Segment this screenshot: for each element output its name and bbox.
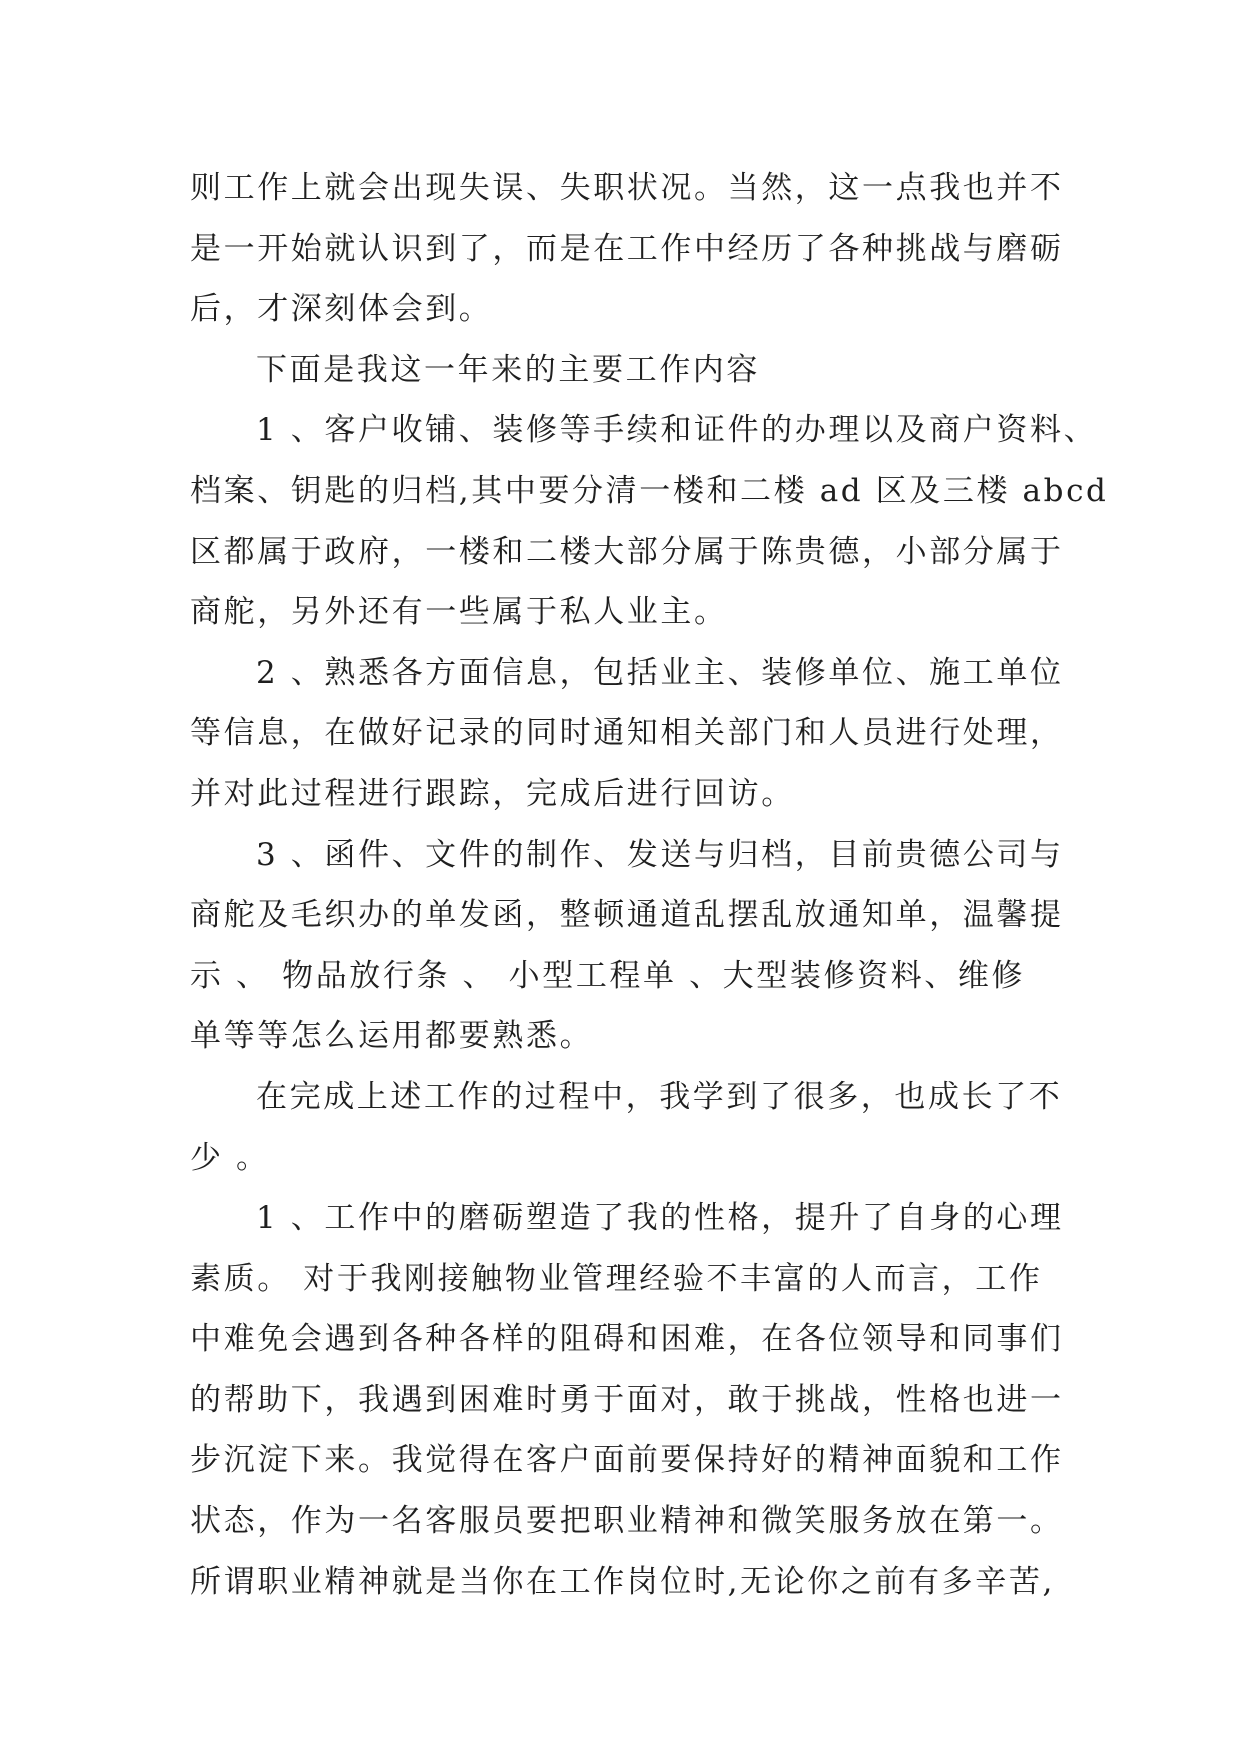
text-line: 所谓职业精神就是当你在工作岗位时,无论你之前有多辛苦, [190,1563,1055,1600]
text-line: 等信息，在做好记录的同时通知相关部门和人员进行处理， [190,715,1064,752]
text-line: 1 、客户收铺、装修等手续和证件的办理以及商户资料、 [256,412,1098,449]
text-line: 2 、熟悉各方面信息，包括业主、装修单位、施工单位 [256,654,1064,691]
text-line: 档案、钥匙的归档,其中要分清一楼和二楼 ad 区及三楼 abcd [190,472,1109,509]
text-line: 素质。 对于我刚接触物业管理经验不丰富的人而言，工作 [190,1260,1043,1297]
text-line: 则工作上就会出现失误、失职状况。当然，这一点我也并不 [190,170,1064,206]
text-line: 步沉淀下来。我觉得在客户面前要保持好的精神面貌和工作 [190,1442,1064,1479]
text-line: 是一开始就认识到了，而是在工作中经历了各种挑战与磨砺 [190,230,1064,267]
text-line: 下面是我这一年来的主要工作内容 [256,351,760,388]
document-body [190,158,1109,1612]
text-line: 1 、工作中的磨砺塑造了我的性格，提升了自身的心理 [256,1200,1064,1237]
text-line: 并对此过程进行跟踪，完成后进行回访。 [190,775,795,812]
text-line: 3 、函件、文件的制作、发送与归档，目前贵德公司与 [256,836,1064,873]
text-line: 后，才深刻体会到。 [190,291,493,328]
text-line: 状态，作为一名客服员要把职业精神和微笑服务放在第一。 [190,1503,1064,1540]
text-line: 商舵及毛织办的单发函，整顿通道乱摆乱放通知单，温馨提 [190,897,1064,934]
text-line: 区都属于政府，一楼和二楼大部分属于陈贵德，小部分属于 [190,533,1064,570]
text-line: 商舵，另外还有一些属于私人业主。 [190,594,728,631]
text-line: 单等等怎么运用都要熟悉。 [190,1018,594,1055]
text-line: 中难免会遇到各种各样的阻碍和困难，在各位领导和同事们 [190,1321,1064,1358]
text-line: 的帮助下，我遇到困难时勇于面对，敢于挑战，性格也进一 [190,1381,1064,1418]
text-line: 少 。 [190,1139,270,1176]
text-line: 在完成上述工作的过程中，我学到了很多，也成长了不 [256,1078,1063,1115]
text-line: 示 、 物品放行条 、 小型工程单 、大型装修资料、维修 [190,957,1026,994]
